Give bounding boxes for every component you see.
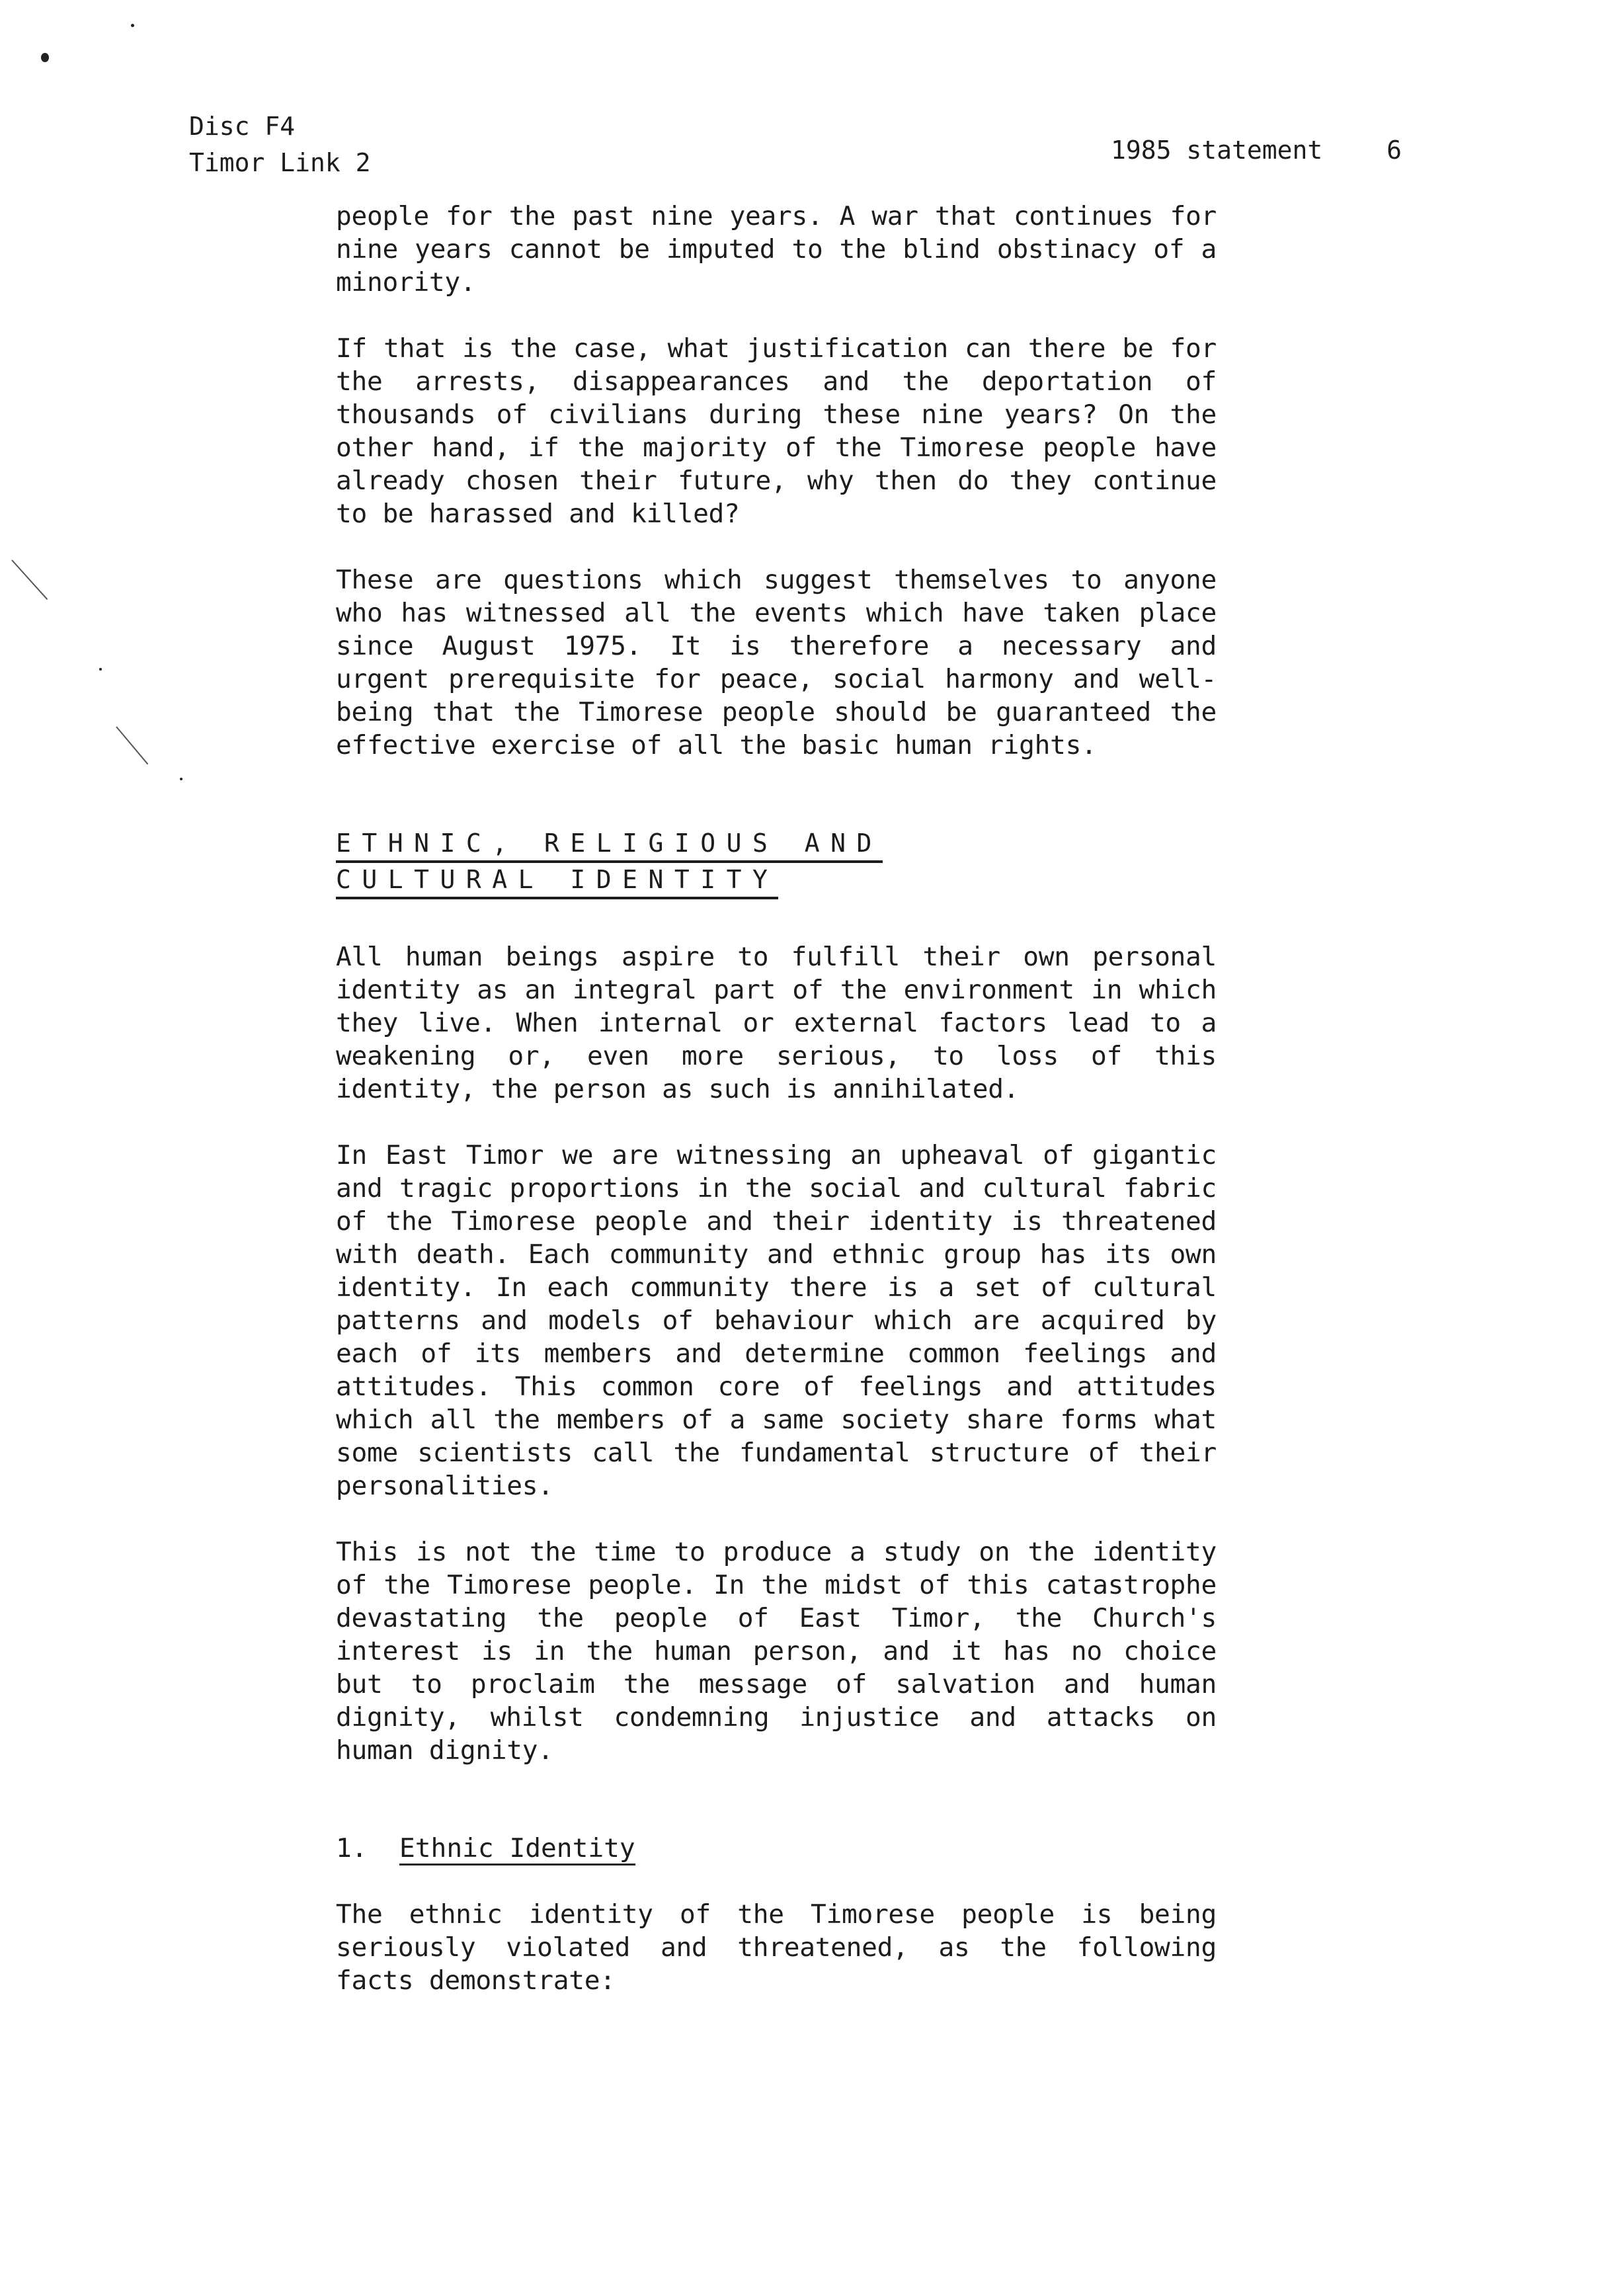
subsection-title: Ethnic Identity [399,1833,635,1866]
scan-speck [99,668,102,671]
scan-scratch [116,726,148,764]
section-heading-line: ETHNIC, RELIGIOUS AND [336,827,883,863]
document-header-right [1111,132,1402,169]
section-heading-line: CULTURAL IDENTITY [336,863,778,899]
scan-scratch [11,559,48,600]
subsection-heading [336,1832,1217,1865]
paragraph: The ethnic identity of the Timorese people is being seriously violated and threatened, as the following facts demonstrate: [336,1899,1217,1996]
disc-label: Disc F4 [189,112,296,141]
scan-speck [180,778,182,780]
page-number: 6 [1387,136,1402,165]
paragraph: All human beings aspire to fulfill their own personal identity as an integral part of the environment in which they live. When internal or external factors lead to a weakening or, even more serious, to loss of this identity, the person as such is annihilated. [336,942,1217,1104]
paragraph: These are questions which suggest themselves to anyone who has witnessed all the events which have taken place since August 1975. It is therefore a necessary and urgent prerequisite for peace, social harmony and well-being that the Timorese people should be guaranteed the effective exercise of all the basic human rights. [336,565,1217,760]
section-heading [336,827,1217,899]
paragraph: This is not the time to produce a study on the identity of the Timorese people. In the midst of this catastrophe devastating the people of East Timor, the Church's interest is in the human person, and it has no choice but to proclaim the message of salvation and human dignity, whilst condemning injustice and attacks on human dignity. [336,1537,1217,1766]
paragraph: people for the past nine years. A war that continues for nine years cannot be imputed to the blind obstinacy of a minority. [336,201,1217,298]
scan-speck [41,53,49,62]
paragraph: If that is the case, what justification can there be for the arrests, disappearances and the deportation of thousands of civilians during these nine years? On the other hand, if the majority of the Timorese people have already chosen their future, why then do they continue to be harassed and killed? [336,333,1217,529]
document-body [336,200,1217,1997]
publication-label: Timor Link 2 [189,148,371,177]
document-header-left [189,108,371,181]
paragraph: In East Timor we are witnessing an upheaval of gigantic and tragic proportions in the social and cultural fabric of the Timorese people and their identity is threatened with death. Each community and ethnic group has its own identity. In each community there is a set of cultural patterns and models of behaviour which are acquired by each of its members and determine common feelings and attitudes. This common core of feelings and attitudes which all the members of a same society share forms what some scientists call the fundamental structure of their personalities. [336,1140,1217,1501]
document-title: 1985 statement [1111,136,1323,165]
scan-speck [131,24,134,27]
subsection-number: 1. [336,1833,368,1864]
